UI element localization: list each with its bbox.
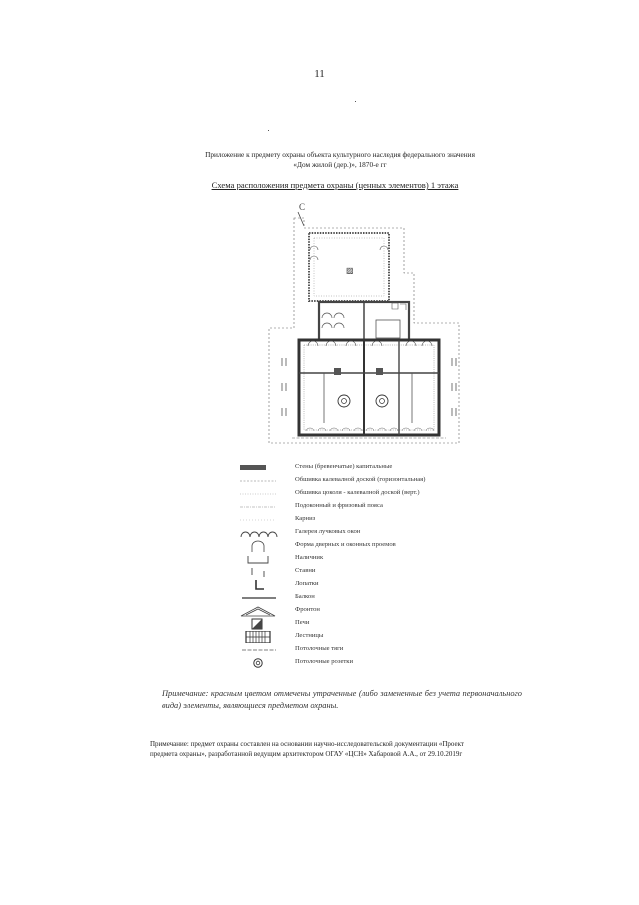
legend-label: Ставни <box>295 567 316 574</box>
legend-item <box>240 566 560 579</box>
legend-item <box>240 618 560 631</box>
legend-label: Обшивка калевалной доской (горизонтальная) <box>295 476 426 483</box>
main-building-walls <box>299 340 439 435</box>
legend-item <box>240 553 560 566</box>
page-number: 11 <box>314 68 325 80</box>
legend-item <box>240 488 560 501</box>
stove-icon <box>334 368 341 375</box>
legend-label: Потолочные тяги <box>295 645 344 652</box>
dash-long-line-icon <box>240 644 284 656</box>
floor-plan-drawing <box>264 198 474 453</box>
dashed-line-icon <box>240 475 284 487</box>
dotted-line-icon <box>240 488 284 500</box>
legend-item <box>240 631 560 644</box>
svg-text:▨: ▨ <box>346 266 354 275</box>
appendix-line-2: «Дом жилой (дер.)», 1870-е гг <box>293 160 387 169</box>
appendix-line-1: Приложение к предмету охраны объекта культурного наследия федерального значения <box>205 150 475 159</box>
legend-item <box>240 644 560 657</box>
legend-label: Галерея лучковых окон <box>295 528 361 535</box>
bottom-note <box>150 740 510 759</box>
scheme-title: Схема расположения предмета охраны (ценных элементов) 1 этажа <box>211 180 459 190</box>
rosette-icon <box>338 395 350 407</box>
legend-label: Лопатки <box>295 580 319 587</box>
legend-item <box>240 579 560 592</box>
dotted-fine-line-icon <box>240 514 284 526</box>
wall-hatch-icon <box>240 462 284 474</box>
legend-label: Балкон <box>295 593 315 600</box>
appendix-heading <box>150 150 530 170</box>
rosette-icon <box>240 657 284 669</box>
pediment-icon <box>240 605 284 617</box>
legend-item <box>240 657 560 670</box>
staircase-icon <box>240 631 284 643</box>
legend-item <box>240 605 560 618</box>
legend-label: Обшивка цоколя - калевалной доской (верт.) <box>295 489 420 496</box>
legend-label: Наличник <box>295 554 324 561</box>
legend-label: Фронтон <box>295 606 320 613</box>
legend-item <box>240 592 560 605</box>
bottom-note-line-1: Примечание: предмет охраны составлен на основании научно-исследовательской документации «Проект <box>150 740 464 748</box>
legend-item <box>240 540 560 553</box>
stove-icon <box>240 618 284 630</box>
shutters-icon <box>240 566 284 578</box>
legend-item <box>240 501 560 514</box>
legend-label: Карниз <box>295 515 316 522</box>
legend-item <box>240 475 560 488</box>
bracket-small-icon <box>240 579 284 591</box>
bracket-icon <box>240 553 284 565</box>
arches-icon <box>240 527 284 539</box>
legend-label: Печи <box>295 619 310 626</box>
north-label: С <box>299 202 306 212</box>
legend-label: Лестницы <box>295 632 324 639</box>
legend-item <box>240 462 560 475</box>
scan-speck <box>355 101 356 102</box>
legend-label: Подоконный и фризовый пояса <box>295 502 383 509</box>
legend-label: Потолочные розетки <box>295 658 353 665</box>
solid-line-icon <box>240 592 284 604</box>
legend-label: Стены (бревенчатые) капитальные <box>295 463 393 470</box>
north-arrow-icon <box>298 212 304 226</box>
italic-note: Примечание: красным цветом отмечены утраченные (либо замененные без учета первоначального вида) элементы, являющиеся предметом охраны. <box>162 689 522 710</box>
scan-speck <box>268 130 269 131</box>
arch-opening-icon <box>240 540 284 552</box>
legend-item <box>240 514 560 527</box>
legend-label: Форма дверных и оконных проемов <box>295 541 396 548</box>
legend-item <box>240 527 560 540</box>
bottom-note-line-2: предмета охраны», разработанной ведущим архитектором ОГАУ «ЦСН» Хабаровой А.А., от 29.10.2019г <box>150 749 463 758</box>
dash-dot-line-icon <box>240 501 284 513</box>
